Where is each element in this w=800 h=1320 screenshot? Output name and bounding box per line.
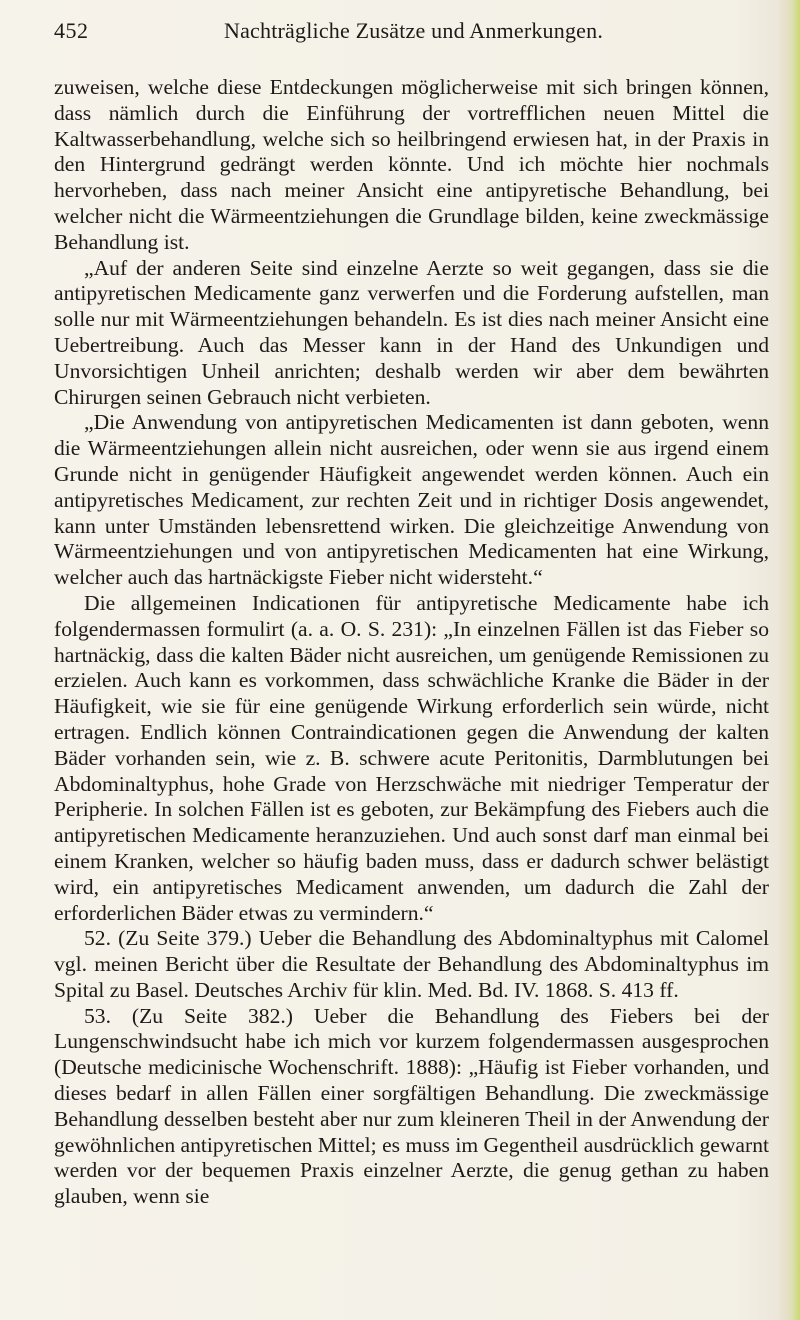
page-number: 452 <box>54 18 89 43</box>
page-header <box>54 18 769 58</box>
note-53: 53. (Zu Seite 382.) Ueber die Behandlung des Fiebers bei der Lungenschwindsucht habe ich mich vor kurzem folgendermassen ausgesprochen (Deutsche medicinische Wochenschrift. 1888): „Häufig ist Fieber vorhanden, und dieses bedarf in allen Fällen einer sorgfältigen Behandlung. Die zweckmässige Behandlung desselben besteht aber nur zum kleineren Theil in der Anwendung der gewöhnlichen antipyretischen Mittel; es muss im Gegentheil ausdrücklich gewarnt werden vor der bequemen Praxis einzelner Aerzte, die genug gethan zu haben glauben, wenn sie <box>54 1003 769 1209</box>
paragraph-quote-aerzte: „Auf der anderen Seite sind einzelne Aerzte so weit gegangen, dass sie die antipyretischen Medicamente ganz verwerfen und die Forderung aufstellen, man solle nur mit Wärmeentziehungen behandeln. Es ist dies nach meiner Ansicht eine Uebertreibung. Auch das Messer kann in der Hand des Unkundigen und Unvorsichtigen Unheil anrichten; deshalb werden wir aber dem bewährten Chirurgen seinen Gebrauch nicht verbieten. <box>54 255 769 409</box>
paragraph-continuation: zuweisen, welche diese Entdeckungen möglicherweise mit sich bringen können, dass nämlich durch die Einführung der vortrefflichen neuen Mittel die Kaltwasserbehandlung, welche sich so heilbringend erwiesen hat, in der Praxis in den Hintergrund gedrängt werden könnte. Und ich möchte hier nochmals hervorheben, dass nach meiner Ansicht eine antipyretische Behandlung, bei welcher nicht die Wärmeentziehungen die Grundlage bilden, keine zweckmässige Behandlung ist. <box>54 75 769 254</box>
paragraph-indicationen: Die allgemeinen Indicationen für antipyretische Medicamente habe ich folgendermassen formulirt (a. a. O. S. 231): „In einzelnen Fällen ist das Fieber so hartnäckig, dass die kalten Bäder nicht ausreichen, um genügende Remissionen zu erzielen. Auch kann es vorkommen, dass schwächliche Kranke die Bäder in der Häufigkeit, wie sie für eine genügende Wirkung erforderlich sein würde, nicht ertragen. Endlich können Contraindicationen gegen die Anwendung der kalten Bäder vorhanden sein, wie z. B. schwere acute Peritonitis, Darmblutungen bei Abdominaltyphus, hohe Grade von Herzschwäche mit niedriger Temperatur der Peripherie. In solchen Fällen ist es geboten, zur Bekämpfung des Fiebers auch die antipyretischen Medicamente heranzuziehen. Und auch sonst darf man einmal bei einem Kranken, welcher so häufig baden muss, dass er dadurch schwer belästigt wird, ein antipyretisches Medicament anwenden, um dadurch die Zahl der erforderlichen Bäder etwas zu vermindern.“ <box>54 590 769 925</box>
note-52: 52. (Zu Seite 379.) Ueber die Behandlung des Abdominaltyphus mit Calomel vgl. meinen Bericht über die Resultate der Behandlung des Abdominaltyphus im Spital zu Basel. Deutsches Archiv für klin. Med. Bd. IV. 1868. S. 413 ff. <box>54 926 769 1002</box>
body-text <box>54 75 769 1210</box>
paragraph-quote-anwendung: „Die Anwendung von antipyretischen Medicamenten ist dann geboten, wenn die Wärmeentziehungen allein nicht ausreichen, oder wenn sie aus irgend einem Grunde nicht in genügender Häufigkeit angewendet werden können. Auch ein antipyretisches Medicament, zur rechten Zeit und in richtiger Dosis angewendet, kann unter Umständen lebensrettend wirken. Die gleichzeitige Anwendung von Wärmeentziehungen und von antipyretischen Medicamenten hat eine Wirkung, welcher auch das hartnäckigste Fieber nicht widersteht.“ <box>54 410 769 590</box>
running-head: Nachträgliche Zusätze und Anmerkungen. <box>224 18 604 43</box>
page-edge-decoration <box>778 0 800 1320</box>
